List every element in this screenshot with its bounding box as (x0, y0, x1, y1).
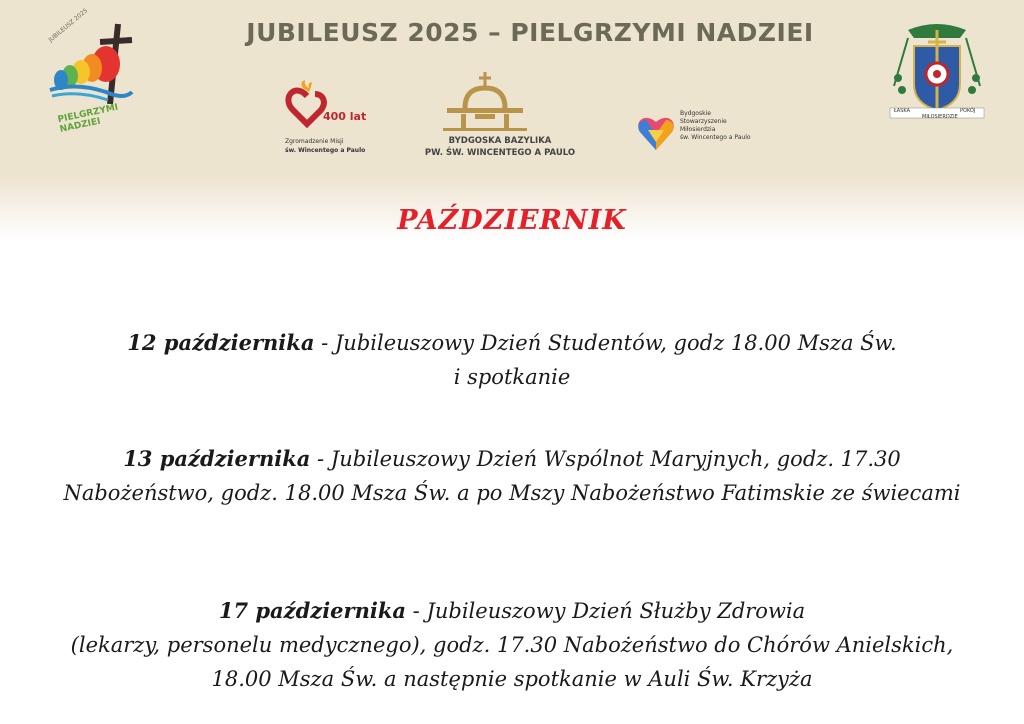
jubilee-logo-caption: PIELGRZYMI NADZIEI (56, 102, 120, 135)
sponsor-congregation-line1: Zgromadzenie Misji (285, 138, 344, 145)
event-line: i spotkanie (453, 365, 571, 389)
sponsor-basilica-line1: BYDGOSKA BAZYLIKA (448, 136, 552, 146)
sponsor-basilica (415, 70, 585, 164)
sponsor-association-line3: Miłosierdzia (680, 126, 716, 133)
event-date: 12 października (127, 330, 315, 355)
event-item (10, 326, 1014, 394)
sponsor-congregation (285, 80, 375, 164)
coat-of-arms (888, 16, 986, 126)
jubilee-logo (36, 7, 146, 135)
sponsor-association-line2: Stowarzyszenie (680, 118, 727, 125)
motto-bottom: MIŁOSIERDZIE (922, 114, 958, 120)
event-line: 18.00 Msza Św. a następnie spotkanie w Auli Św. Krzyża (211, 667, 813, 691)
sponsor-association-line1: Bydgoskie (680, 110, 711, 117)
event-line: (lekarzy, personelu medycznego), godz. 17.30 Nabożeństwo do Chórów Anielskich, (70, 633, 954, 657)
motto-left: ŁASKA (894, 108, 911, 114)
event-item (10, 442, 1014, 510)
event-description: - Jubileuszowy Dzień Wspólnot Maryjnych, godz. 17.30 (310, 447, 901, 471)
basilica-icon (443, 70, 527, 132)
heart-flame-icon (285, 80, 345, 134)
event-line (10, 326, 1014, 360)
page-title: JUBILEUSZ 2025 – PIELGRZYMI NADZIEI (246, 18, 814, 47)
month-heading: PAŹDZIERNIK (397, 205, 627, 236)
jubilee-logo-year: JUBILEUSZ 2025 (47, 7, 90, 44)
sponsor-association (636, 110, 776, 160)
event-line (10, 442, 1014, 476)
sponsor-congregation-line2: św. Wincentego a Paulo (285, 147, 366, 154)
sponsor-basilica-line2: PW. ŚW. WINCENTEGO A PAULO (424, 148, 576, 158)
anniversary-badge: 400 lat (323, 110, 367, 123)
sponsor-association-line4: św. Wincentego a Paulo (680, 134, 751, 141)
event-date: 13 października (123, 446, 311, 471)
event-line: Nabożeństwo, godz. 18.00 Msza Św. a po Mszy Nabożeństwo Fatimskie ze świecami (63, 481, 961, 505)
event-line (10, 594, 1014, 628)
event-item (10, 594, 1014, 696)
colorful-heart-icon (636, 112, 676, 152)
event-date: 17 października (218, 598, 406, 623)
motto-right: POKÓJ (960, 108, 976, 114)
event-description: - Jubileuszowy Dzień Służby Zdrowia (406, 599, 806, 623)
event-description: - Jubileuszowy Dzień Studentów, godz 18.00 Msza Św. (314, 331, 897, 355)
